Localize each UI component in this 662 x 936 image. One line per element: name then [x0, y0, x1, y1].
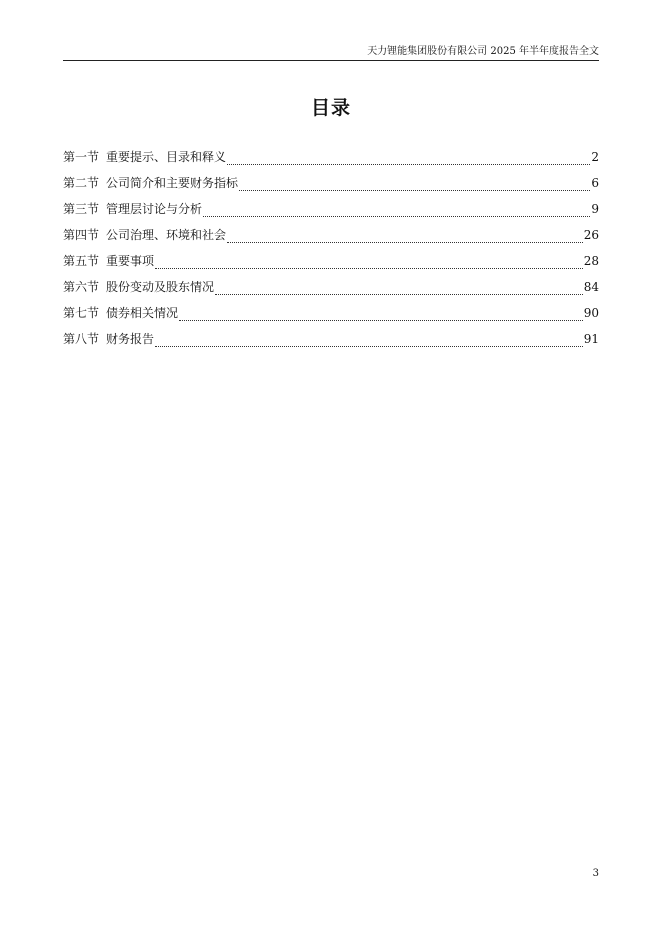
toc-entry[interactable]: [63, 148, 599, 174]
toc-entry[interactable]: [63, 174, 599, 200]
toc-section-number: 第二节: [63, 176, 100, 190]
toc-section-number: 第四节: [63, 228, 100, 242]
header-title: 天力锂能集团股份有限公司 2025 年半年度报告全文: [367, 46, 599, 57]
toc-section-number: 第七节: [63, 306, 100, 320]
toc-section-number: 第三节: [63, 202, 100, 216]
toc-leader-dots: [179, 310, 583, 321]
toc-page-number: 28: [583, 254, 599, 268]
toc-page-number: 9: [591, 202, 599, 216]
toc-section-name: 管理层讨论与分析: [106, 202, 203, 216]
toc-section-name: 公司治理、环境和社会: [106, 228, 227, 242]
toc-page-number: 6: [591, 176, 599, 190]
toc-section-number: 第六节: [63, 280, 100, 294]
toc-entry[interactable]: [63, 226, 599, 252]
table-of-contents: [63, 148, 599, 356]
toc-leader-dots: [227, 154, 590, 165]
toc-section-number: 第五节: [63, 254, 100, 268]
toc-leader-dots: [155, 258, 583, 269]
toc-section-name: 股份变动及股东情况: [106, 280, 215, 294]
toc-page-number: 91: [583, 332, 599, 346]
toc-page-number: 2: [591, 150, 599, 164]
toc-entry[interactable]: [63, 278, 599, 304]
toc-leader-dots: [203, 206, 590, 217]
toc-entry[interactable]: [63, 200, 599, 226]
toc-entry[interactable]: [63, 252, 599, 278]
toc-section-name: 财务报告: [106, 332, 155, 346]
toc-entry[interactable]: [63, 330, 599, 356]
toc-section-name: 重要提示、目录和释义: [106, 150, 227, 164]
page-title: 目录: [310, 97, 351, 119]
toc-section-name: 债券相关情况: [106, 306, 179, 320]
toc-section-name: 重要事项: [106, 254, 155, 268]
toc-section-name: 公司简介和主要财务指标: [106, 176, 239, 190]
toc-leader-dots: [215, 284, 583, 295]
page-number-footer: 3: [592, 868, 599, 879]
toc-page-number: 26: [583, 228, 599, 242]
page-header: [63, 42, 599, 61]
toc-entry[interactable]: [63, 304, 599, 330]
toc-leader-dots: [227, 232, 583, 243]
toc-section-number: 第八节: [63, 332, 100, 346]
toc-leader-dots: [239, 180, 590, 191]
toc-section-number: 第一节: [63, 150, 100, 164]
toc-page-number: 84: [583, 280, 599, 294]
toc-page-number: 90: [583, 306, 599, 320]
toc-leader-dots: [155, 336, 583, 347]
